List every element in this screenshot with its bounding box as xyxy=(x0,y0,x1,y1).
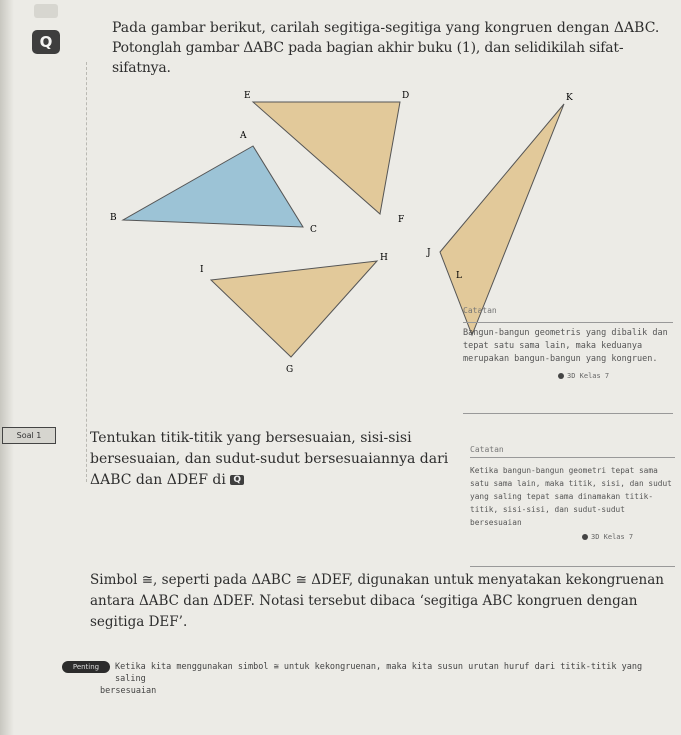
label-j: J xyxy=(427,248,431,258)
para-line-1: Simbol ≅, seperti pada ΔABC ≅ ΔDEF, digunakan untuk menyatakan kekongruenan xyxy=(90,572,664,588)
dot-icon xyxy=(558,373,564,379)
note-1-footer-text: 3D Kelas 7 xyxy=(567,372,610,380)
label-b: B xyxy=(110,213,117,223)
label-l: L xyxy=(456,271,462,281)
label-d: D xyxy=(402,91,410,101)
bottom-note-tag: Penting xyxy=(62,661,110,673)
note-2-title: Catatan xyxy=(470,445,504,454)
soal-text xyxy=(90,428,470,491)
label-e: E xyxy=(244,91,251,101)
soal-line-1: Tentukan titik-titik yang bersesuaian, sisi-sisi xyxy=(90,430,412,446)
bottom-line-2: bersesuaian xyxy=(100,686,157,696)
note-1-bottom-rule xyxy=(463,413,673,414)
note-2-bottom-rule xyxy=(470,566,675,567)
soal-line-3-text: ΔABC dan ΔDEF di xyxy=(90,472,226,488)
note-1-title: Catatan xyxy=(463,306,497,315)
label-f: F xyxy=(398,215,405,225)
note-1-text: Bangun-bangun geometris yang dibalik dan tepat satu sama lain, maka keduanya merupakan bangun-bangun yang kongruen. xyxy=(463,328,668,364)
note-2-text: Ketika bangun-bangun geometri tepat sama satu sama lain, maka titik, sisi, dan sudut yang saling tepat sama dinamakan titik-titik, sisi-sisi, dan sudut-sudut bersesuaian xyxy=(470,466,672,527)
para-line-2: antara ΔABC dan ΔDEF. Notasi tersebut dibaca ‘segitiga ABC kongruen dengan xyxy=(90,593,638,609)
intro-line-1: Pada gambar berikut, carilah segitiga-segitiga yang kongruen dengan ΔABC. xyxy=(112,20,660,36)
bottom-note xyxy=(100,661,675,697)
label-k: K xyxy=(566,93,573,103)
label-i: I xyxy=(200,265,204,275)
note-1-footer xyxy=(558,372,671,380)
note-2-top-rule xyxy=(470,457,675,458)
intro-line-2: Potonglah gambar ΔABC pada bagian akhir buku (1), dan selidikilah sifat-sifatnya. xyxy=(112,40,624,76)
page-edge-shadow xyxy=(0,0,14,735)
bottom-line-1: Ketika kita menggunakan simbol ≅ untuk kekongruenan, maka kita susun urutan huruf dari titik-titik yang saling xyxy=(115,662,643,684)
intro-text xyxy=(112,18,677,78)
label-a: A xyxy=(240,131,247,141)
label-h: H xyxy=(380,253,388,263)
soal-tag: Soal 1 xyxy=(2,427,56,444)
note-1-top-rule xyxy=(463,322,673,323)
label-g: G xyxy=(286,365,294,375)
soal-line-3 xyxy=(90,470,470,491)
triangle-jkl xyxy=(440,104,564,335)
q-reference-icon: Q xyxy=(230,475,244,485)
note-box-1 xyxy=(463,306,671,380)
margin-dashed-line xyxy=(86,62,87,482)
kekongruenan-paragraph xyxy=(90,570,678,633)
soal-line-2: bersesuaian, dan sudut-sudut bersesuaiannya dari xyxy=(90,451,449,467)
label-c: C xyxy=(310,225,317,235)
question-badge: Q xyxy=(32,30,60,54)
triangle-abc xyxy=(123,146,303,227)
triangle-ghi xyxy=(211,261,377,357)
dot-icon xyxy=(582,534,588,540)
top-badge xyxy=(34,4,58,18)
note-box-2 xyxy=(470,445,675,541)
para-line-3: segitiga DEF’. xyxy=(90,614,188,630)
note-2-footer-text: 3D Kelas 7 xyxy=(591,533,634,541)
note-2-footer xyxy=(582,533,675,541)
